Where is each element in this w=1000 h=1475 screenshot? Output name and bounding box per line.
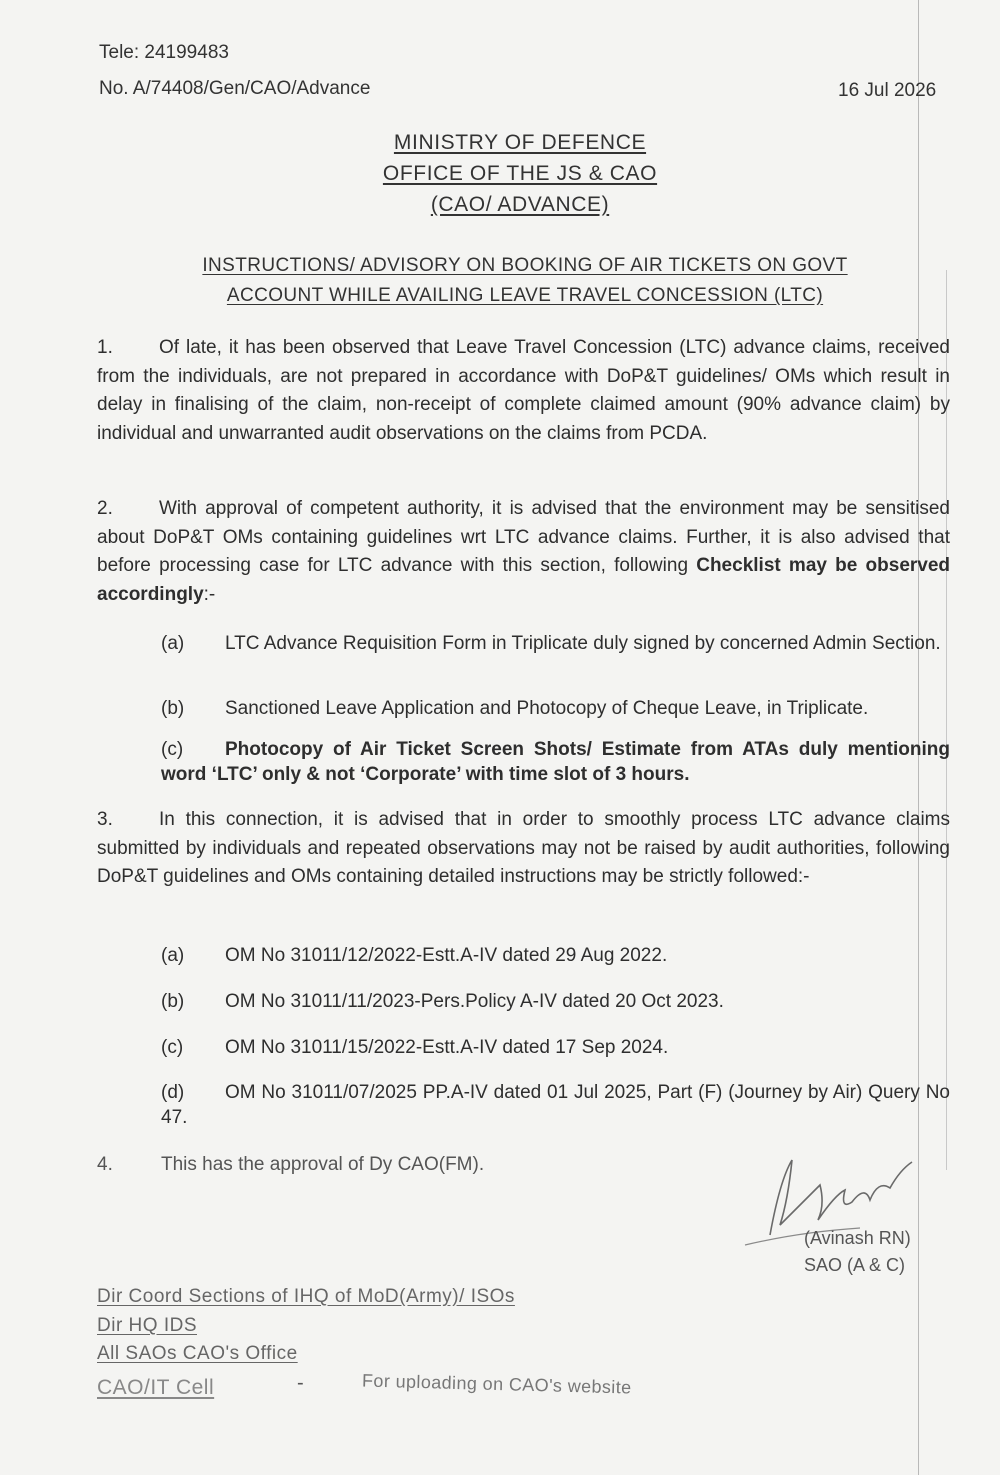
item-text: Photocopy of Air Ticket Screen Shots/ Estimate from ATAs duly mentioning word ‘LTC’ only & not ‘Corporate’ with time slot of 3 hours. [161,739,950,785]
distribution-item-3: All SAOs CAO's Office [97,1343,298,1364]
subject-line-1: INSTRUCTIONS/ ADVISORY ON BOOKING OF AIR TICKETS ON GOVT [202,255,848,276]
om-item-d [161,1080,950,1130]
item-label: (c) [161,1037,184,1058]
checklist-item-a [161,631,950,656]
distribution-item-4: CAO/IT Cell [97,1376,215,1399]
om-item-a [161,943,950,968]
signatory-name: (Avinash RN) [804,1228,911,1248]
paragraph-text: This has the approval of Dy CAO(FM). [161,1154,485,1175]
paragraph-text: In this connection, it is advised that in order to smoothly process LTC advance claims submitted by individuals and repeated observations may not be raised by audit authorities, following DoP&T guidelines and OMs containing detailed instructions may be strictly followed:- [97,809,950,887]
paragraph-text: With approval of competent authority, it is advised that the environment may be sensitised about DoP&T OMs containing guidelines wrt LTC advance claims. Further, it is also advised that before processing case for LTC advance with this section, following [97,498,950,576]
checklist-item-b [161,696,950,721]
item-label: (b) [161,991,185,1012]
subject-line-2: ACCOUNT WHILE AVAILING LEAVE TRAVEL CONCESSION (LTC) [226,285,824,306]
signatory-designation: SAO (A & C) [804,1255,906,1275]
item-label: (a) [161,945,185,966]
file-number: No. A/74408/Gen/CAO/Advance [99,78,371,99]
item-label: (d) [161,1082,185,1103]
distribution-dash: - [297,1372,304,1394]
paragraph-tail: :- [203,583,216,605]
office-line-ministry: MINISTRY OF DEFENCE [393,131,647,154]
item-label: (a) [161,633,185,654]
office-line-office: OFFICE OF THE JS & CAO [382,162,658,185]
paragraph-number: 4. [97,1154,113,1175]
item-text: LTC Advance Requisition Form in Triplicate duly signed by concerned Admin Section. [225,633,941,654]
paragraph-1 [97,334,950,448]
signatory-block [804,1225,911,1279]
office-line-section: (CAO/ ADVANCE) [430,193,610,216]
subject-heading [100,251,950,311]
paragraph-number: 2. [97,498,113,519]
distribution-item-2: Dir HQ IDS [97,1315,197,1336]
item-text: OM No 31011/15/2022-Estt.A-IV dated 17 Sep 2024. [225,1037,669,1058]
item-text: OM No 31011/12/2022-Estt.A-IV dated 29 Aug 2022. [225,945,668,966]
checklist-item-c [161,737,950,787]
distribution-note: For uploading on CAO's website [361,1370,632,1398]
telephone-number: Tele: 24199483 [99,42,229,63]
item-text: OM No 31011/07/2025 PP.A-IV dated 01 Jul 2025, Part (F) (Journey by Air) Query No 47. [161,1082,950,1128]
item-text: OM No 31011/11/2023-Pers.Policy A-IV dated 20 Oct 2023. [225,991,724,1012]
checklist-emphasis: Checklist may be observed accordingly [97,555,951,605]
paragraph-number: 1. [97,337,113,358]
paragraph-text: Of late, it has been observed that Leave Travel Concession (LTC) advance claims, received from the individuals, are not prepared in accordance with DoP&T guidelines/ OMs which result in delay in finalising of the claim, non-receipt of complete claimed amount (90% advance claim) by individual and unwarranted audit observations on the claims from PCDA. [97,337,950,444]
om-item-c [161,1035,950,1060]
paragraph-4 [97,1154,484,1176]
letter-date: 16 Jul 2026 [838,80,937,101]
paragraph-3 [97,806,950,892]
item-text: Sanctioned Leave Application and Photocopy of Cheque Leave, in Triplicate. [225,698,869,719]
distribution-item-1: Dir Coord Sections of IHQ of MoD(Army)/ ISOs [97,1286,515,1307]
paragraph-2 [97,495,950,609]
item-label: (b) [161,698,185,719]
om-item-b [161,989,950,1014]
paragraph-number: 3. [97,809,113,830]
item-label: (c) [161,739,184,760]
